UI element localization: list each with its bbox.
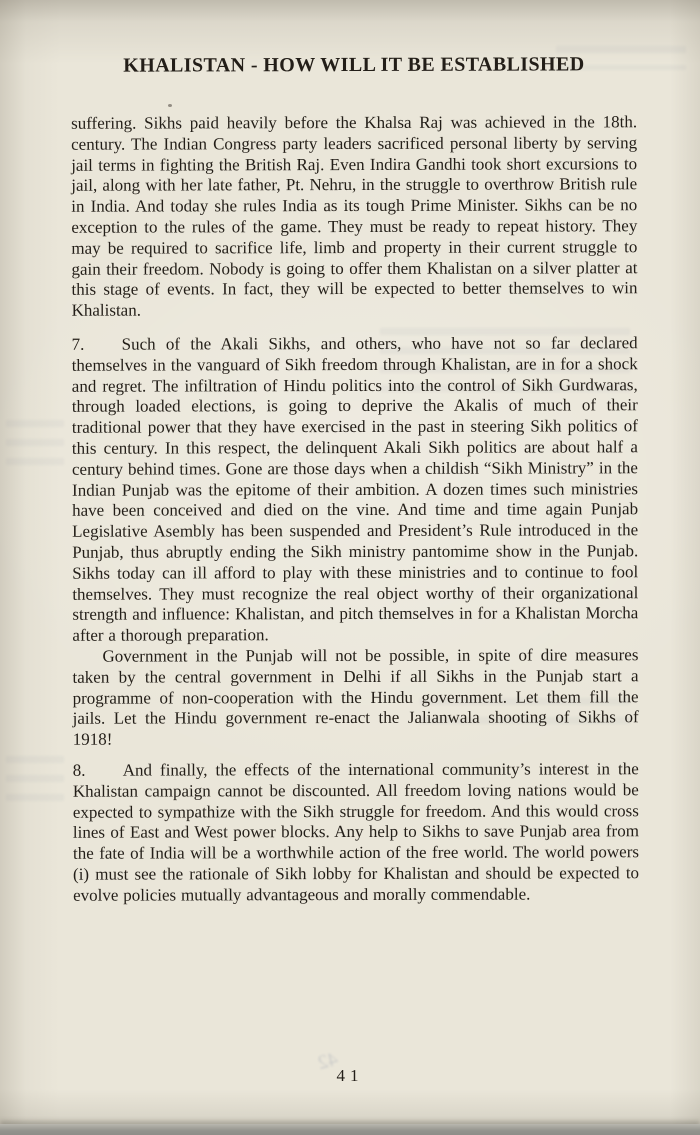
paragraph-text: suffering. Sikhs paid heavily before the Khalsa Raj was achieved in the 18th. century. The Indian Congress party leaders sacrificed personal liberty by serving jail terms in fighting the British Raj. Even Indira Gandhi took short excursions to jail, along with her late father, Pt. Nehru, in the struggle to overthrow British rule in India. And today she rules India as its tough Prime Minister. Sikhs can be no exception to the rules of the game. They must be ready to repeat history. They may be required to sacrifice life, limb and property in their current struggle to gain their freedom. Nobody is going to offer them Khalistan on a silver platter at this stage of events. In fact, they will be expected to better themselves to win Khalistan. xyxy=(71,112,638,320)
paragraph-text: Government in the Punjab will not be possible, in spite of dire measures taken by the central government in Delhi if all Sikhs in the Punjab start a programme of non-cooperation with the Hindu government. Let them fill the jails. Let the Hindu government re-enact the Jalianwala shooting of Sikhs of 1918! xyxy=(72,645,639,749)
body-paragraph xyxy=(72,645,638,750)
paragraph-text: And finally, the effects of the international community’s interest in the Khalistan campaign cannot be discounted. All freedom loving nations would be expected to sympathize with the Sikh struggle for freedom. And this would cross lines of East and West power blocks. Any help to Sikhs to save Punjab area from the fate of India will be a worthwhile action of the free world. The world powers (i) must see the rationale of Sikh lobby for Khalistan and should be expected to evolve policies mutually advantageous and morally commendable. xyxy=(72,759,640,905)
paragraph-number: 8. xyxy=(72,760,86,780)
paragraph-number: 7. xyxy=(71,334,85,354)
bleedthrough-page-number: 42 xyxy=(315,1047,341,1075)
body-paragraph xyxy=(73,759,639,906)
page-number: 41 xyxy=(336,1066,364,1085)
scanner-bed-edge xyxy=(0,1124,700,1135)
page-title: KHALISTAN - HOW WILL IT BE ESTABLISHED xyxy=(123,53,585,77)
body-paragraph xyxy=(71,112,638,321)
paragraph-text: Such of the Akali Sikhs, and others, who have not so far declared themselves in the vanguard of Sikh freedom through Khalistan, are in for a shock and regret. The infiltration of Hindu politics into the control of Sikh Gurdwaras, through loaded elections, is going to deprive the Akalis of much of their traditional power that they have exercised in the past in steering Sikh politics of this century. In this respect, the delinquent Akali Sikh politics are about half a century behind times. Gone are those days when a childish “Sikh Ministry” in the Indian Punjab was the epitome of their ambition. A dozen times such ministries have been conceived and died on the vine. And time and time again Punjab Legislative Asembly has been suspended and President’s Rule introduced in the Punjab, thus abruptly ending the Sikh ministry pantomime show in the Punjab. Sikhs today can ill afford to play with these ministries and to continue to fool themselves. They must recognize the real object worthy of their organizational strength and influence: Khalistan, and pitch themselves in for a Khalistan Morcha after a thorough preparation. xyxy=(71,333,639,645)
bleedthrough-smudge xyxy=(6,756,64,808)
bleedthrough-smudge xyxy=(6,420,64,472)
body-paragraph xyxy=(72,333,639,646)
page-content xyxy=(71,53,639,906)
